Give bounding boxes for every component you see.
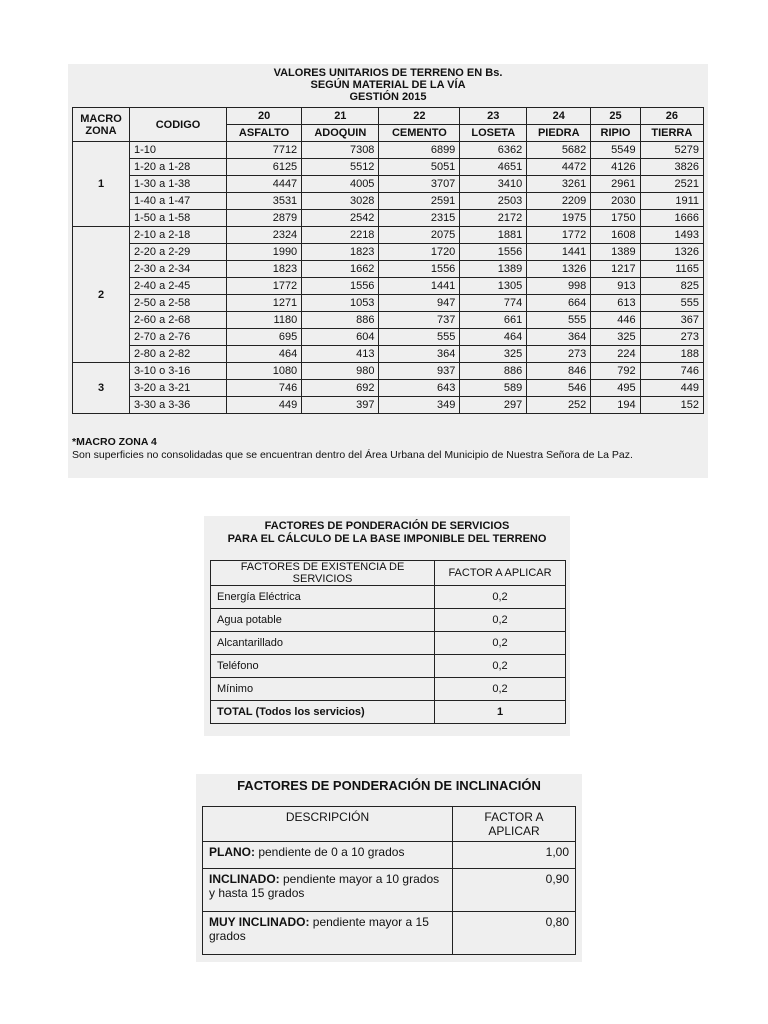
value-cell: 6362 (460, 142, 527, 159)
servicio-label: Agua potable (211, 609, 435, 632)
value-cell: 546 (527, 380, 591, 397)
value-cell: 661 (460, 312, 527, 329)
inclinacion-header-descripcion: DESCRIPCIÓN (203, 807, 453, 842)
table-row (211, 586, 566, 609)
value-cell: 4651 (460, 159, 527, 176)
value-cell: 364 (527, 329, 591, 346)
table-row (211, 632, 566, 655)
value-cell: 2030 (591, 193, 640, 210)
valores-title-line1: VALORES UNITARIOS DE TERRENO EN Bs. (273, 67, 503, 79)
value-cell: 1080 (227, 363, 302, 380)
servicio-factor: 0,2 (435, 678, 566, 701)
value-cell: 1165 (640, 261, 703, 278)
value-cell: 886 (302, 312, 379, 329)
value-cell: 1053 (302, 295, 379, 312)
servicios-panel (204, 516, 570, 736)
inclinacion-factor: 0,80 (453, 912, 576, 955)
value-cell: 792 (591, 363, 640, 380)
value-cell: 555 (379, 329, 460, 346)
value-cell: 364 (379, 346, 460, 363)
value-cell: 2218 (302, 227, 379, 244)
value-cell: 5051 (379, 159, 460, 176)
value-cell: 449 (227, 397, 302, 414)
value-cell: 1772 (227, 278, 302, 295)
servicios-table-body (211, 586, 566, 724)
table-row (73, 142, 704, 159)
value-cell: 1556 (460, 244, 527, 261)
value-cell: 464 (460, 329, 527, 346)
header-col-name: PIEDRA (527, 125, 591, 142)
value-cell: 1493 (640, 227, 703, 244)
value-cell: 825 (640, 278, 703, 295)
codigo-cell: 2-80 a 2-82 (130, 346, 227, 363)
value-cell: 555 (640, 295, 703, 312)
value-cell: 3826 (640, 159, 703, 176)
value-cell: 2324 (227, 227, 302, 244)
value-cell: 1217 (591, 261, 640, 278)
servicios-header-factores: FACTORES DE EXISTENCIA DE SERVICIOS (211, 561, 435, 586)
codigo-cell: 2-30 a 2-34 (130, 261, 227, 278)
header-col-num: 25 (591, 108, 640, 125)
macro-zona-cell: 1 (73, 142, 130, 227)
table-row (73, 363, 704, 380)
value-cell: 252 (527, 397, 591, 414)
table-row (211, 609, 566, 632)
valores-unitarios-panel (68, 64, 708, 478)
value-cell: 1389 (460, 261, 527, 278)
macro-zona-4-note (72, 436, 702, 462)
value-cell: 1666 (640, 210, 703, 227)
header-col-num: 26 (640, 108, 703, 125)
value-cell: 1180 (227, 312, 302, 329)
table-row (73, 346, 704, 363)
table-row (73, 176, 704, 193)
header-codigo: CODIGO (130, 108, 227, 142)
value-cell: 6125 (227, 159, 302, 176)
value-cell: 1608 (591, 227, 640, 244)
value-cell: 297 (460, 397, 527, 414)
value-cell: 1556 (302, 278, 379, 295)
value-cell: 4126 (591, 159, 640, 176)
inclinacion-table (202, 806, 576, 955)
value-cell: 774 (460, 295, 527, 312)
codigo-cell: 1-20 a 1-28 (130, 159, 227, 176)
value-cell: 1441 (379, 278, 460, 295)
macro-zona-cell: 2 (73, 227, 130, 363)
value-cell: 2209 (527, 193, 591, 210)
header-col-name: TIERRA (640, 125, 703, 142)
value-cell: 2879 (227, 210, 302, 227)
table-row (73, 397, 704, 414)
table-row (73, 261, 704, 278)
value-cell: 1750 (591, 210, 640, 227)
value-cell: 3028 (302, 193, 379, 210)
value-cell: 224 (591, 346, 640, 363)
value-cell: 446 (591, 312, 640, 329)
value-cell: 2075 (379, 227, 460, 244)
codigo-cell: 2-60 a 2-68 (130, 312, 227, 329)
codigo-cell: 1-40 a 1-47 (130, 193, 227, 210)
inclinacion-table-body (203, 842, 576, 955)
value-cell: 1823 (302, 244, 379, 261)
value-cell: 5512 (302, 159, 379, 176)
table-row (73, 159, 704, 176)
value-cell: 2591 (379, 193, 460, 210)
value-cell: 188 (640, 346, 703, 363)
value-cell: 604 (302, 329, 379, 346)
servicio-label: Mínimo (211, 678, 435, 701)
table-row (73, 295, 704, 312)
table-row (73, 278, 704, 295)
value-cell: 746 (640, 363, 703, 380)
inclinacion-factor: 1,00 (453, 842, 576, 869)
servicio-factor: 0,2 (435, 586, 566, 609)
codigo-cell: 2-70 a 2-76 (130, 329, 227, 346)
codigo-cell: 3-20 a 3-21 (130, 380, 227, 397)
value-cell: 1990 (227, 244, 302, 261)
inclinacion-categoria: INCLINADO: (209, 872, 280, 886)
value-cell: 449 (640, 380, 703, 397)
value-cell: 4005 (302, 176, 379, 193)
valores-table-body (73, 142, 704, 414)
valores-title-line2: SEGÚN MATERIAL DE LA VÍA (310, 79, 466, 91)
value-cell: 998 (527, 278, 591, 295)
inclinacion-header-factor: FACTOR A APLICAR (453, 807, 576, 842)
value-cell: 1326 (527, 261, 591, 278)
value-cell: 349 (379, 397, 460, 414)
value-cell: 1441 (527, 244, 591, 261)
value-cell: 152 (640, 397, 703, 414)
value-cell: 886 (460, 363, 527, 380)
codigo-cell: 2-20 a 2-29 (130, 244, 227, 261)
header-col-name: ADOQUIN (302, 125, 379, 142)
servicio-label: Energía Eléctrica (211, 586, 435, 609)
servicios-title-line1: FACTORES DE PONDERACIÓN DE SERVICIOS (264, 520, 510, 532)
value-cell: 1881 (460, 227, 527, 244)
value-cell: 273 (527, 346, 591, 363)
value-cell: 1975 (527, 210, 591, 227)
header-col-name: CEMENTO (379, 125, 460, 142)
value-cell: 2315 (379, 210, 460, 227)
inclinacion-factor: 0,90 (453, 869, 576, 912)
value-cell: 3531 (227, 193, 302, 210)
value-cell: 746 (227, 380, 302, 397)
servicio-factor: 0,2 (435, 609, 566, 632)
inclinacion-descripcion (203, 912, 453, 955)
inclinacion-title: FACTORES DE PONDERACIÓN DE INCLINACIÓN (237, 778, 541, 793)
value-cell: 947 (379, 295, 460, 312)
value-cell: 643 (379, 380, 460, 397)
value-cell: 7712 (227, 142, 302, 159)
header-col-num: 24 (527, 108, 591, 125)
value-cell: 3410 (460, 176, 527, 193)
servicio-factor: 0,2 (435, 655, 566, 678)
valores-title (68, 64, 708, 103)
value-cell: 2961 (591, 176, 640, 193)
codigo-cell: 3-30 a 3-36 (130, 397, 227, 414)
codigo-cell: 2-10 a 2-18 (130, 227, 227, 244)
valores-table (72, 107, 704, 414)
inclinacion-texto: pendiente mayor a 15 grados (209, 915, 429, 943)
value-cell: 1720 (379, 244, 460, 261)
servicios-header-factor: FACTOR A APLICAR (435, 561, 566, 586)
value-cell: 464 (227, 346, 302, 363)
value-cell: 1772 (527, 227, 591, 244)
value-cell: 5682 (527, 142, 591, 159)
value-cell: 5279 (640, 142, 703, 159)
servicio-label: Teléfono (211, 655, 435, 678)
header-macro-zona: MACRO ZONA (73, 108, 130, 142)
value-cell: 2521 (640, 176, 703, 193)
inclinacion-categoria: PLANO: (209, 845, 255, 859)
value-cell: 5549 (591, 142, 640, 159)
header-col-num: 20 (227, 108, 302, 125)
inclinacion-texto: pendiente mayor a 10 grados y hasta 15 grados (209, 872, 440, 900)
value-cell: 273 (640, 329, 703, 346)
macro-zona-cell: 3 (73, 363, 130, 414)
value-cell: 589 (460, 380, 527, 397)
codigo-cell: 1-50 a 1-58 (130, 210, 227, 227)
header-col-num: 23 (460, 108, 527, 125)
table-row (73, 380, 704, 397)
value-cell: 325 (460, 346, 527, 363)
total-value: 1 (435, 701, 566, 724)
header-col-num: 22 (379, 108, 460, 125)
value-cell: 913 (591, 278, 640, 295)
value-cell: 367 (640, 312, 703, 329)
value-cell: 495 (591, 380, 640, 397)
value-cell: 1305 (460, 278, 527, 295)
value-cell: 2542 (302, 210, 379, 227)
value-cell: 194 (591, 397, 640, 414)
note-title: *MACRO ZONA 4 (72, 436, 157, 448)
value-cell: 4472 (527, 159, 591, 176)
header-col-name: LOSETA (460, 125, 527, 142)
value-cell: 664 (527, 295, 591, 312)
value-cell: 1326 (640, 244, 703, 261)
table-row (73, 210, 704, 227)
value-cell: 7308 (302, 142, 379, 159)
table-row (211, 678, 566, 701)
note-text: Son superficies no consolidadas que se encuentran dentro del Área Urbana del Municipio de Nuestra Señora de La Paz. (72, 449, 633, 461)
value-cell: 6899 (379, 142, 460, 159)
table-row (203, 842, 576, 869)
inclinacion-texto: pendiente de 0 a 10 grados (255, 845, 405, 859)
value-cell: 980 (302, 363, 379, 380)
inclinacion-categoria: MUY INCLINADO: (209, 915, 310, 929)
value-cell: 3261 (527, 176, 591, 193)
servicios-table (210, 560, 566, 724)
value-cell: 325 (591, 329, 640, 346)
servicios-title (204, 516, 570, 546)
value-cell: 937 (379, 363, 460, 380)
value-cell: 2503 (460, 193, 527, 210)
servicio-label: Alcantarillado (211, 632, 435, 655)
codigo-cell: 2-50 a 2-58 (130, 295, 227, 312)
value-cell: 1271 (227, 295, 302, 312)
value-cell: 4447 (227, 176, 302, 193)
table-row (73, 329, 704, 346)
codigo-cell: 1-10 (130, 142, 227, 159)
table-row (73, 227, 704, 244)
table-row (203, 912, 576, 955)
table-row (203, 869, 576, 912)
header-col-name: RIPIO (591, 125, 640, 142)
header-col-num: 21 (302, 108, 379, 125)
header-col-name: ASFALTO (227, 125, 302, 142)
value-cell: 555 (527, 312, 591, 329)
value-cell: 1823 (227, 261, 302, 278)
value-cell: 3707 (379, 176, 460, 193)
table-row (73, 193, 704, 210)
value-cell: 613 (591, 295, 640, 312)
codigo-cell: 1-30 a 1-38 (130, 176, 227, 193)
codigo-cell: 2-40 a 2-45 (130, 278, 227, 295)
value-cell: 846 (527, 363, 591, 380)
value-cell: 692 (302, 380, 379, 397)
value-cell: 695 (227, 329, 302, 346)
value-cell: 1556 (379, 261, 460, 278)
value-cell: 737 (379, 312, 460, 329)
total-row (211, 701, 566, 724)
table-row (73, 312, 704, 329)
value-cell: 1389 (591, 244, 640, 261)
value-cell: 1911 (640, 193, 703, 210)
inclinacion-panel (196, 774, 582, 962)
servicio-factor: 0,2 (435, 632, 566, 655)
table-row (211, 655, 566, 678)
total-label: TOTAL (Todos los servicios) (211, 701, 435, 724)
value-cell: 413 (302, 346, 379, 363)
codigo-cell: 3-10 o 3-16 (130, 363, 227, 380)
inclinacion-descripcion (203, 869, 453, 912)
value-cell: 2172 (460, 210, 527, 227)
inclinacion-descripcion (203, 842, 453, 869)
value-cell: 1662 (302, 261, 379, 278)
valores-title-line3: GESTIÓN 2015 (349, 91, 427, 103)
servicios-title-line2: PARA EL CÁLCULO DE LA BASE IMPONIBLE DEL TERRENO (227, 533, 547, 545)
table-row (73, 244, 704, 261)
value-cell: 397 (302, 397, 379, 414)
